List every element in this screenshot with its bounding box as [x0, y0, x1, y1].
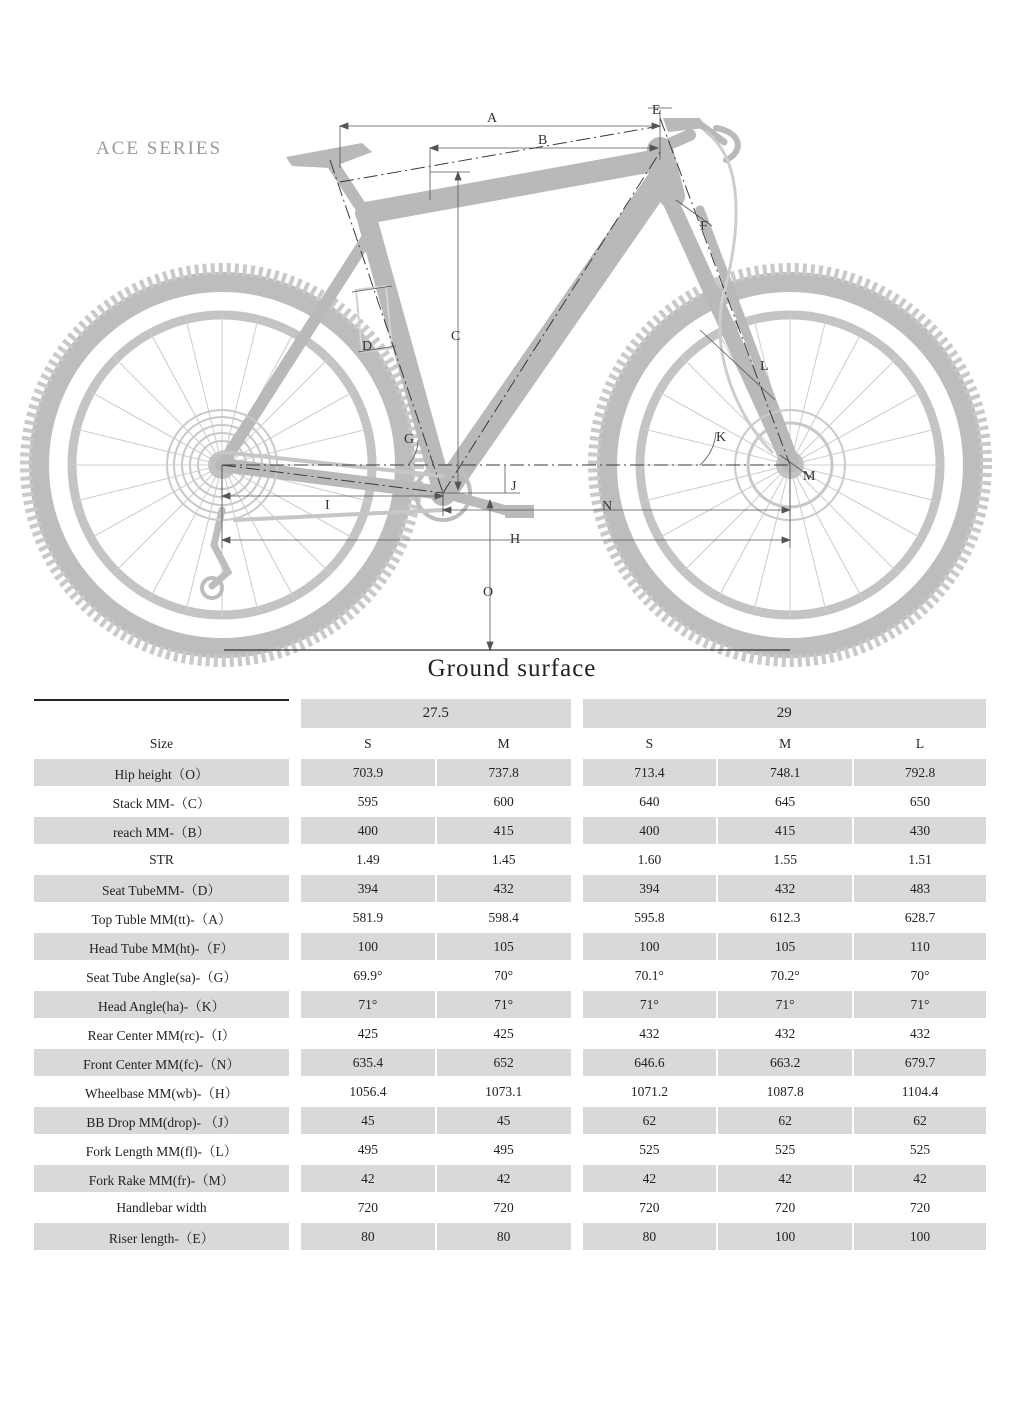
size-cell: S	[583, 730, 717, 757]
table-header-row	[34, 699, 986, 728]
row-value: 71°	[854, 991, 986, 1018]
row-value: 80	[583, 1223, 717, 1250]
row-value: 70.2°	[718, 962, 852, 989]
row-value: 525	[583, 1136, 717, 1163]
row-value: 1.45	[437, 846, 571, 873]
column-spacer	[573, 699, 581, 728]
row-value: 70°	[854, 962, 986, 989]
table-row	[34, 1107, 986, 1134]
row-value: 663.2	[718, 1049, 852, 1076]
row-value: 62	[583, 1107, 717, 1134]
column-spacer	[573, 817, 581, 844]
row-value: 495	[301, 1136, 435, 1163]
column-spacer	[291, 1194, 299, 1221]
row-label: Head Angle(ha)-（K）	[34, 991, 289, 1018]
column-spacer	[573, 1165, 581, 1192]
row-value: 646.6	[583, 1049, 717, 1076]
row-label: Head Tube MM(ht)-（F）	[34, 933, 289, 960]
row-value: 425	[301, 1020, 435, 1047]
row-value: 650	[854, 788, 986, 815]
column-spacer	[291, 699, 299, 728]
row-value: 720	[437, 1194, 571, 1221]
dim-letter-G: G	[404, 432, 415, 447]
column-spacer	[291, 933, 299, 960]
row-label: Fork Rake MM(fr)-（M）	[34, 1165, 289, 1192]
row-value: 635.4	[301, 1049, 435, 1076]
row-value: 70.1°	[583, 962, 717, 989]
column-spacer	[291, 730, 299, 757]
dim-letter-N: N	[602, 499, 613, 514]
dim-letter-J: J	[511, 479, 517, 494]
row-value: 415	[437, 817, 571, 844]
table-row	[34, 1194, 986, 1221]
row-value: 737.8	[437, 759, 571, 786]
dim-letter-L: L	[760, 359, 769, 374]
column-spacer	[573, 962, 581, 989]
row-value: 525	[854, 1136, 986, 1163]
row-value: 42	[854, 1165, 986, 1192]
row-value: 62	[854, 1107, 986, 1134]
row-value: 1087.8	[718, 1078, 852, 1105]
table-row	[34, 991, 986, 1018]
table-row	[34, 1078, 986, 1105]
column-spacer	[291, 817, 299, 844]
row-label: STR	[34, 846, 289, 873]
row-value: 679.7	[854, 1049, 986, 1076]
row-value: 720	[301, 1194, 435, 1221]
row-value: 748.1	[718, 759, 852, 786]
table-row	[34, 1020, 986, 1047]
row-label: Handlebar width	[34, 1194, 289, 1221]
column-spacer	[573, 759, 581, 786]
column-spacer	[291, 1078, 299, 1105]
column-spacer	[573, 1078, 581, 1105]
dim-letter-E: E	[652, 103, 661, 118]
column-spacer	[573, 1136, 581, 1163]
row-value: 42	[301, 1165, 435, 1192]
column-spacer	[291, 962, 299, 989]
dim-letter-O: O	[483, 585, 494, 600]
row-value: 71°	[718, 991, 852, 1018]
table-row	[34, 846, 986, 873]
column-spacer	[291, 846, 299, 873]
column-spacer	[291, 904, 299, 931]
dim-letter-H: H	[510, 532, 521, 547]
row-value: 640	[583, 788, 717, 815]
row-value: 432	[718, 875, 852, 902]
dim-letter-F: F	[700, 219, 708, 234]
row-value: 525	[718, 1136, 852, 1163]
row-label: BB Drop MM(drop)- （J）	[34, 1107, 289, 1134]
column-spacer	[573, 730, 581, 757]
row-value: 600	[437, 788, 571, 815]
column-spacer	[573, 1223, 581, 1250]
row-value: 495	[437, 1136, 571, 1163]
row-value: 595	[301, 788, 435, 815]
row-value: 628.7	[854, 904, 986, 931]
row-label: Hip height（O）	[34, 759, 289, 786]
dim-letter-I: I	[325, 498, 330, 513]
group-header-27-5: 27.5	[301, 699, 571, 728]
table-row	[34, 759, 986, 786]
row-value: 645	[718, 788, 852, 815]
row-value: 713.4	[583, 759, 717, 786]
column-spacer	[573, 1049, 581, 1076]
row-value: 1.55	[718, 846, 852, 873]
bike-geometry-diagram	[0, 0, 1024, 700]
bike-frame-silhouette	[167, 118, 845, 598]
row-value: 425	[437, 1020, 571, 1047]
row-value: 69.9°	[301, 962, 435, 989]
row-value: 62	[718, 1107, 852, 1134]
dim-letter-M: M	[803, 469, 816, 484]
row-value: 1.49	[301, 846, 435, 873]
column-spacer	[573, 1020, 581, 1047]
row-value: 80	[437, 1223, 571, 1250]
row-label: Seat Tube Angle(sa)-（G）	[34, 962, 289, 989]
column-spacer	[291, 875, 299, 902]
column-spacer	[291, 1020, 299, 1047]
column-spacer	[573, 904, 581, 931]
column-spacer	[291, 1165, 299, 1192]
row-label: reach MM-（B）	[34, 817, 289, 844]
row-value: 432	[854, 1020, 986, 1047]
dim-letter-A: A	[487, 111, 498, 126]
row-value: 394	[301, 875, 435, 902]
row-value: 71°	[583, 991, 717, 1018]
row-value: 100	[718, 1223, 852, 1250]
row-value: 1071.2	[583, 1078, 717, 1105]
row-value: 792.8	[854, 759, 986, 786]
row-value: 100	[301, 933, 435, 960]
row-value: 483	[854, 875, 986, 902]
row-value: 432	[718, 1020, 852, 1047]
column-spacer	[573, 1194, 581, 1221]
table-row	[34, 1165, 986, 1192]
size-cell: M	[718, 730, 852, 757]
row-value: 720	[718, 1194, 852, 1221]
row-value: 42	[583, 1165, 717, 1192]
row-value: 720	[854, 1194, 986, 1221]
column-spacer	[291, 1136, 299, 1163]
table-row	[34, 817, 986, 844]
ground-surface-label: Ground surface	[427, 655, 597, 682]
row-value: 105	[437, 933, 571, 960]
size-cell: L	[854, 730, 986, 757]
row-value: 430	[854, 817, 986, 844]
column-spacer	[291, 1049, 299, 1076]
row-value: 415	[718, 817, 852, 844]
row-label: Top Tuble MM(tt)-（A）	[34, 904, 289, 931]
row-label: Riser length-（E）	[34, 1223, 289, 1250]
row-value: 42	[437, 1165, 571, 1192]
dim-letter-K: K	[716, 430, 727, 445]
row-value: 71°	[301, 991, 435, 1018]
row-value: 612.3	[718, 904, 852, 931]
size-cell: M	[437, 730, 571, 757]
table-row	[34, 933, 986, 960]
row-value: 70°	[437, 962, 571, 989]
brand-label: ACE SERIES	[96, 138, 223, 159]
table-row	[34, 788, 986, 815]
row-value: 394	[583, 875, 717, 902]
row-value: 45	[437, 1107, 571, 1134]
dim-letter-B: B	[538, 133, 548, 148]
column-spacer	[291, 1107, 299, 1134]
table-row	[34, 1049, 986, 1076]
row-value: 1104.4	[854, 1078, 986, 1105]
column-spacer	[573, 1107, 581, 1134]
row-label: Wheelbase MM(wb)-（H）	[34, 1078, 289, 1105]
row-value: 42	[718, 1165, 852, 1192]
column-spacer	[291, 991, 299, 1018]
row-label: Seat TubeMM-（D）	[34, 875, 289, 902]
row-value: 80	[301, 1223, 435, 1250]
geometry-spec-table	[32, 697, 988, 1252]
row-value: 400	[301, 817, 435, 844]
row-value: 598.4	[437, 904, 571, 931]
row-value: 400	[583, 817, 717, 844]
table-row	[34, 904, 986, 931]
table-row	[34, 962, 986, 989]
row-value: 432	[437, 875, 571, 902]
column-spacer	[291, 1223, 299, 1250]
table-row	[34, 875, 986, 902]
row-value: 595.8	[583, 904, 717, 931]
column-spacer	[573, 788, 581, 815]
column-spacer	[573, 846, 581, 873]
row-label: Fork Length MM(fl)-（L）	[34, 1136, 289, 1163]
column-spacer	[291, 788, 299, 815]
group-header-29: 29	[583, 699, 987, 728]
dim-letter-D: D	[362, 339, 373, 354]
row-value: 100	[583, 933, 717, 960]
column-spacer	[573, 991, 581, 1018]
column-spacer	[291, 759, 299, 786]
row-value: 1073.1	[437, 1078, 571, 1105]
row-value: 1056.4	[301, 1078, 435, 1105]
row-value: 105	[718, 933, 852, 960]
row-label: Front Center MM(fc)-（N）	[34, 1049, 289, 1076]
row-value: 100	[854, 1223, 986, 1250]
table-row	[34, 1136, 986, 1163]
row-value: 703.9	[301, 759, 435, 786]
column-spacer	[573, 933, 581, 960]
row-value: 45	[301, 1107, 435, 1134]
size-row	[34, 730, 986, 757]
size-cell: S	[301, 730, 435, 757]
row-value: 1.60	[583, 846, 717, 873]
table-row	[34, 1223, 986, 1250]
row-value: 581.9	[301, 904, 435, 931]
row-value: 652	[437, 1049, 571, 1076]
bike-geometry-drawing	[0, 0, 1024, 700]
row-value: 720	[583, 1194, 717, 1221]
dim-letter-C: C	[451, 329, 461, 344]
row-value: 110	[854, 933, 986, 960]
table-corner-cell	[34, 699, 289, 728]
row-value: 432	[583, 1020, 717, 1047]
column-spacer	[573, 875, 581, 902]
row-label: Stack MM-（C）	[34, 788, 289, 815]
size-row-label: Size	[34, 730, 289, 757]
row-label: Rear Center MM(rc)-（I）	[34, 1020, 289, 1047]
row-value: 1.51	[854, 846, 986, 873]
row-value: 71°	[437, 991, 571, 1018]
